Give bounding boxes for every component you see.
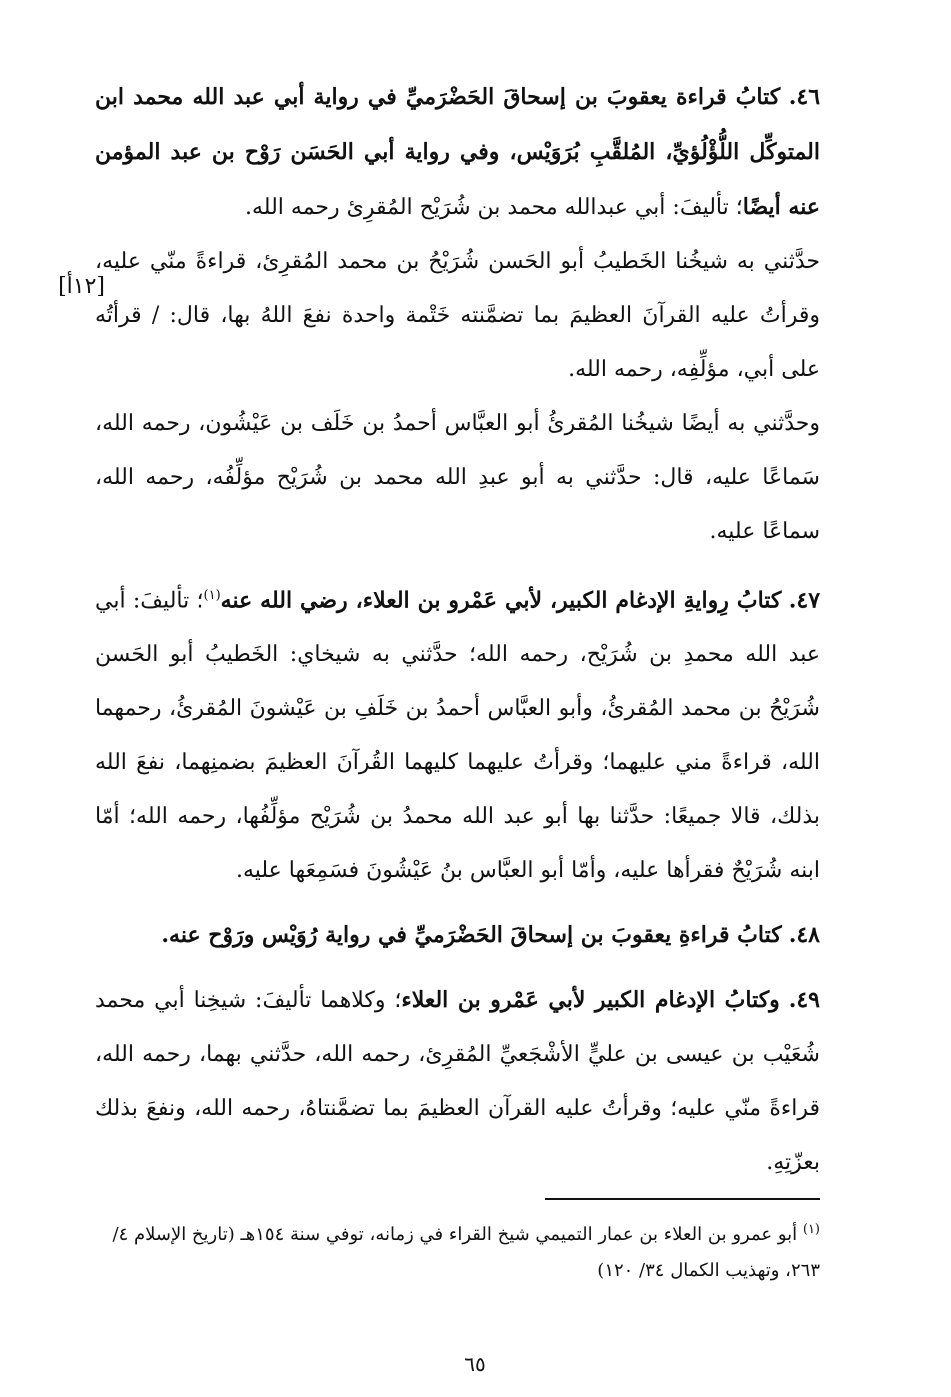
- entry-46: [95, 70, 820, 235]
- entry-46-chain-2: وحدَّثني به أيضًا شيخُنا المُقرئُ أبو العبَّاس أحمدُ بن خَلَف بن عَيْشُون، رحمه الله، سَماعًا عليه، قال: حدَّثني به أبو عبدِ الله محمد بن شُرَيْح مؤلِّفُه، رحمه الله، سماعًا عليه.: [95, 411, 820, 544]
- entry-body: ؛ تأليفَ: أبي عبد الله محمدِ بن شُرَيْح، رحمه الله؛ حدَّثني به شيخاي: الخَطيبُ أبو الحَسن شُرَيْحُ بن محمد المُقرئُ، وأبو العبَّاس أحمدُ بن خَلَفِ بن عَيْشونَ المُقرئُ، رحمهما الله، قراءةً مني عليهما؛ وقرأتُ عليهما كليهما القُرآنَ العظيمَ بضمنِهما، نفعَ الله بذلك، قالا جميعًا: حدَّثنا بها أبو عبد الله محمدُ بن شُرَيْح مؤلِّفُها، رحمه الله؛ أمّا ابنه شُرَيْحٌ فقرأها عليه، وأمّا أبو العبَّاس بنُ عَيْشُونَ فسَمِعَها عليه.: [95, 588, 820, 884]
- entry-47: [95, 569, 820, 898]
- footnote-reference[interactable]: (١): [203, 588, 221, 603]
- entry-number: ٤٧.: [788, 587, 821, 614]
- entry-title: كتابُ قراءةِ يعقوبَ بن إسحاقَ الحَضْرَميِّ في رواية رُوَيْس ورَوْح عنه.: [161, 922, 782, 949]
- entry-body: ؛ تأليفَ: أبي عبدالله محمد بن شُرَيْح المُقرِئ رحمه الله.: [245, 195, 743, 220]
- folio-marginal-note: [١٢أ]: [58, 274, 105, 299]
- footnote-text: أبو عمرو بن العلاء بن عمار التميمي شيخ القراء في زمانه، توفي سنة ١٥٤هـ (تاريخ الإسلام ٤/ ٢٦٣، وتهذيب الكمال ٣٤/ ١٢٠): [112, 1224, 820, 1281]
- entry-title: كتابُ رِوايةِ الإدغام الكبير، لأبي عَمْرو بن العلاء، رضي الله عنه: [220, 587, 782, 614]
- entry-title: وكتابُ الإدغام الكبير لأبي عَمْرو بن العلاء: [401, 987, 780, 1014]
- footnote-mark: (١): [802, 1222, 820, 1237]
- footnote: [95, 1212, 820, 1289]
- entry-46-chain-1: حدَّثني به شيخُنا الخَطيبُ أبو الحَسن شُرَيْحُ بن محمد المُقرِئ، قراءةً منّي عليه، وقرأتُ عليه القرآنَ العظيمَ بما تضمَّنته خَتْمة واحدة نفعَ اللهُ بها، قال: / قرأتُه على أبي، مؤلِّفِه، رحمه الله.: [95, 249, 820, 382]
- main-text: [95, 70, 820, 1190]
- entry-title: كتابُ قراءة يعقوبَ بن إسحاقَ الحَضْرَميِّ في رواية أبي عبد الله محمد ابن المتوكِّل اللُّؤْلُؤيِّ، المُلقَّبِ بُرَوَيْس، وفي رواية أبي الحَسَن رَوْح بن عبد المؤمن عنه أيضًا: [95, 84, 820, 220]
- entry-48: [95, 908, 820, 963]
- page-number: ٦٥: [464, 1352, 486, 1376]
- entry-number: ٤٨.: [788, 922, 820, 949]
- entry-49: [95, 973, 820, 1190]
- entry-body: ؛ وكلاهما تأليفَ: شيخِنا أبي محمد شُعَيْب بن عيسى بن عليٍّ الأشْجَعيِّ المُقرِئ، رحمه الله، حدَّثني بهما، رحمه الله، قراءةً منّي عليه؛ وقرأتُ عليه القرآن العظيمَ بما تضمَّنتاهُ، رحمه الله، ونفعَ بذلك بعزّتِهِ.: [95, 988, 820, 1176]
- entry-number: ٤٦.: [788, 84, 821, 110]
- footnote-separator: [545, 1198, 820, 1200]
- entry-number: ٤٩.: [788, 987, 820, 1014]
